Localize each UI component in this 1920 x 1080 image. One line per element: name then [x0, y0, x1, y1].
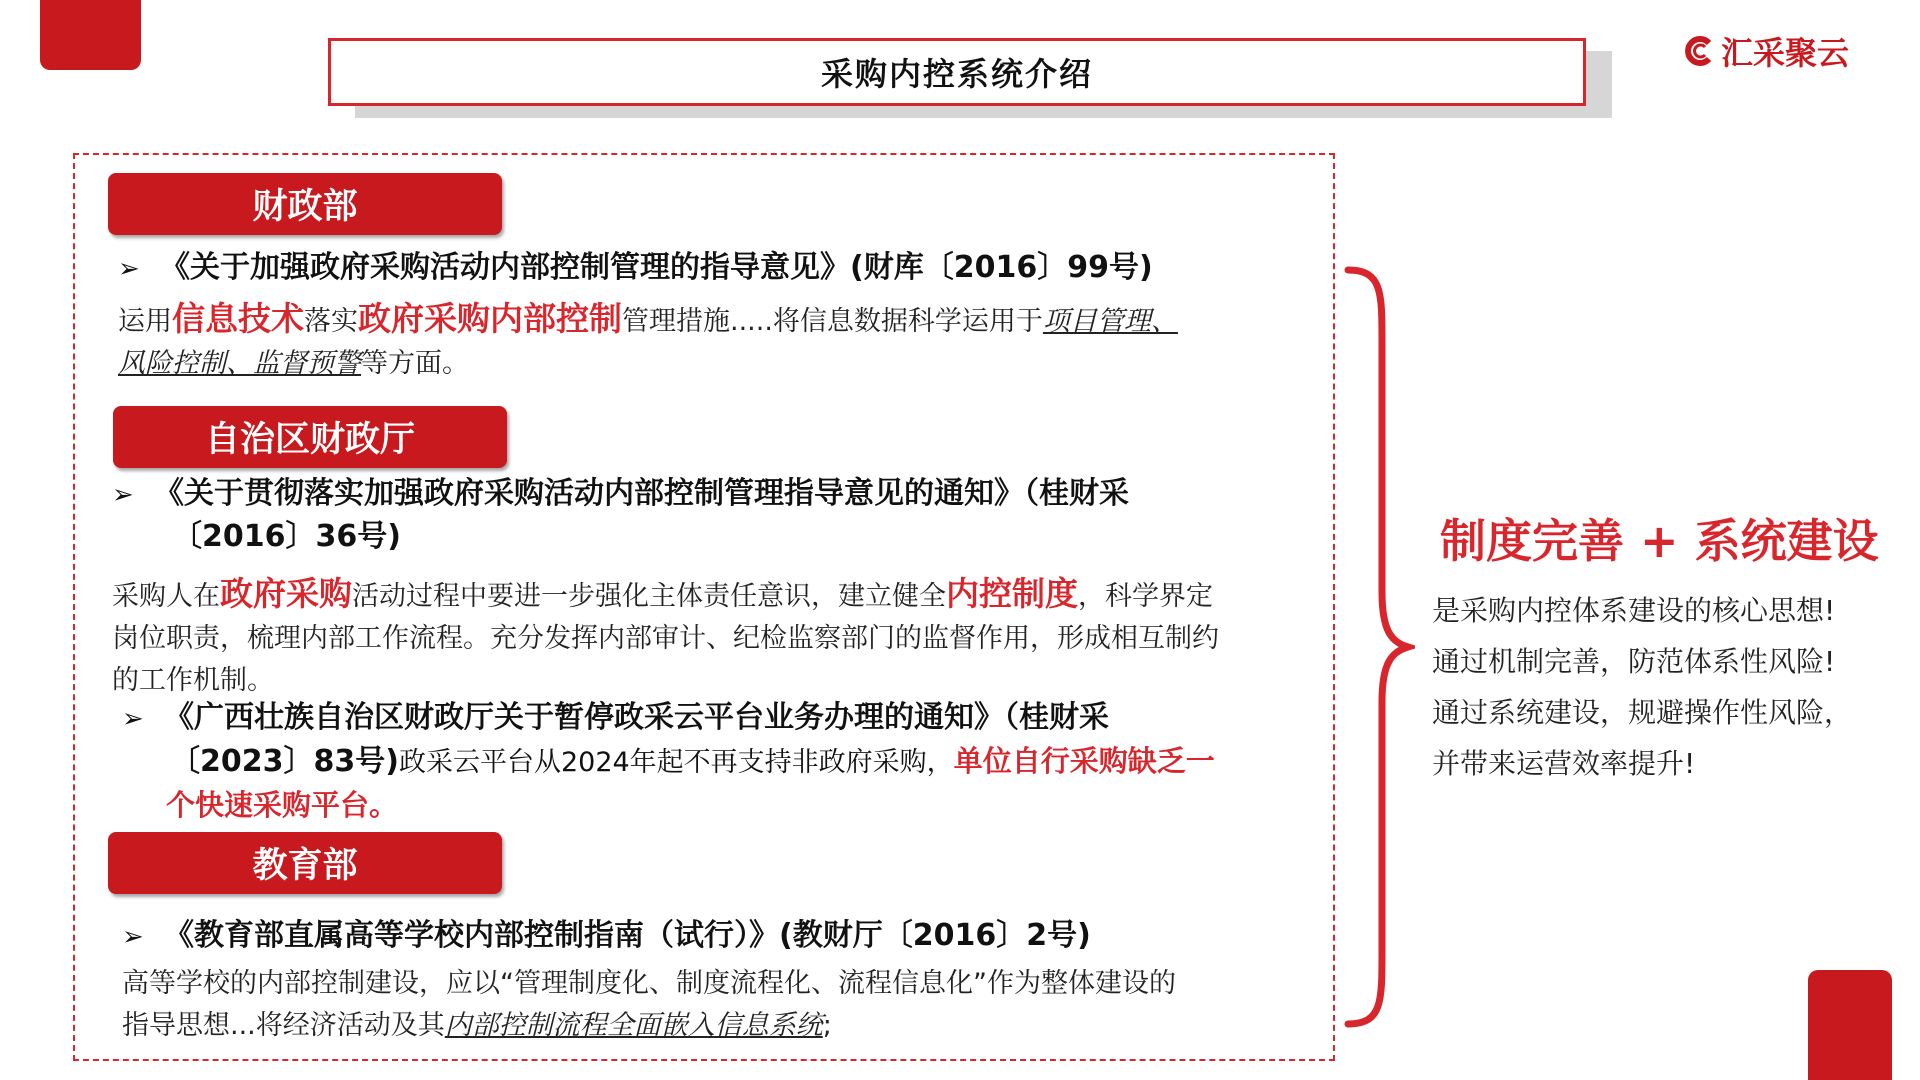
- doc-title-regional-finance: [112, 473, 1129, 558]
- brand-logo-icon: [1683, 35, 1715, 67]
- education-ministry-body: [122, 963, 1302, 1047]
- text-segment: 政采云平台从2024年起不再支持非政府采购，: [398, 747, 954, 778]
- page-title: 采购内控系统介绍: [328, 38, 1586, 106]
- doc-title-text: 〔2016〕36号): [172, 519, 401, 554]
- summary-line: 通过机制完善，防范体系性风险!: [1432, 645, 1836, 678]
- conclusion-summary: [1432, 585, 1852, 789]
- highlight-text: 信息技术: [172, 299, 304, 338]
- summary-line: 通过系统建设，规避操作性风险，: [1432, 696, 1853, 729]
- arrow-bullet-icon: ➢: [112, 480, 134, 510]
- text-segment: ;: [822, 1010, 832, 1041]
- doc-title-text: 《教育部直属高等学校内部控制指南（试行）》(教财厅〔2016〕2号): [164, 918, 1091, 953]
- text-segment: 采购人在: [112, 581, 220, 612]
- doc-title-education-ministry: [122, 915, 1091, 958]
- doc-title-finance-ministry: [118, 247, 1153, 290]
- arrow-bullet-icon: ➢: [118, 254, 140, 284]
- text-segment: 运用: [118, 306, 172, 337]
- doc-title-text: 《关于贯彻落实加强政府采购活动内部控制管理指导意见的通知》（桂财采: [154, 476, 1129, 511]
- corner-decoration-bottom-right: [1808, 970, 1892, 1080]
- highlight-text: 个快速采购平台。: [166, 788, 399, 822]
- dept-label-regional-finance: 自治区财政厅: [113, 406, 507, 468]
- finance-ministry-body: [118, 298, 1298, 385]
- arrow-bullet-icon: ➢: [122, 922, 144, 952]
- text-segment: 岗位职责，梳理内部工作流程。充分发挥内部审计、纪检监察部门的监督作用，形成相互制约: [112, 623, 1219, 654]
- doc-title-text: 〔2023〕83号): [170, 744, 399, 779]
- highlight-text: 内控制度: [946, 574, 1078, 613]
- summary-line: 是采购内控体系建设的核心思想!: [1432, 594, 1836, 627]
- dept-label-finance-ministry: 财政部: [108, 173, 502, 235]
- text-segment: ，科学界定: [1078, 581, 1213, 612]
- brand-logo-text: 汇采聚云: [1721, 34, 1850, 72]
- doc-title-zhengcaiyun-notice: [122, 697, 1215, 827]
- text-segment: 指导思想...将经济活动及其: [122, 1010, 445, 1041]
- emphasis-text: 内部控制流程全面嵌入信息系统: [444, 1010, 823, 1041]
- text-segment: 管理措施.....将信息数据科学运用于: [622, 306, 1043, 337]
- doc-title-text: 《广西壮族自治区财政厅关于暂停政采云平台业务办理的通知》（桂财采: [164, 700, 1109, 735]
- summary-line: 并带来运营效率提升!: [1432, 747, 1696, 780]
- curly-brace: [1340, 262, 1415, 1032]
- text-segment: 等方面。: [361, 348, 469, 379]
- doc-title-text: 《关于加强政府采购活动内部控制管理的指导意见》(财库〔2016〕99号): [160, 250, 1153, 285]
- text-segment: 的工作机制。: [112, 665, 274, 696]
- text-segment: 高等学校的内部控制建设，应以“管理制度化、制度流程化、流程信息化”作为整体建设的: [122, 968, 1176, 999]
- regional-finance-body: [112, 573, 1302, 702]
- text-segment: 活动过程中要进一步强化主体责任意识，建立健全: [352, 581, 946, 612]
- conclusion-slogan: 制度完善 + 系统建设: [1440, 514, 1879, 568]
- highlight-text: 单位自行采购缺乏一: [953, 744, 1215, 778]
- brand-logo: [1683, 28, 1849, 74]
- highlight-text: 政府采购: [220, 574, 352, 613]
- emphasis-text: 风险控制、监督预警: [118, 348, 361, 379]
- arrow-bullet-icon: ➢: [122, 704, 144, 734]
- text-segment: 落实: [304, 306, 358, 337]
- corner-decoration-top-left: [40, 0, 141, 70]
- dept-label-education-ministry: 教育部: [108, 832, 502, 894]
- highlight-text: 政府采购内部控制: [358, 299, 622, 338]
- emphasis-text: 项目管理、: [1042, 306, 1178, 337]
